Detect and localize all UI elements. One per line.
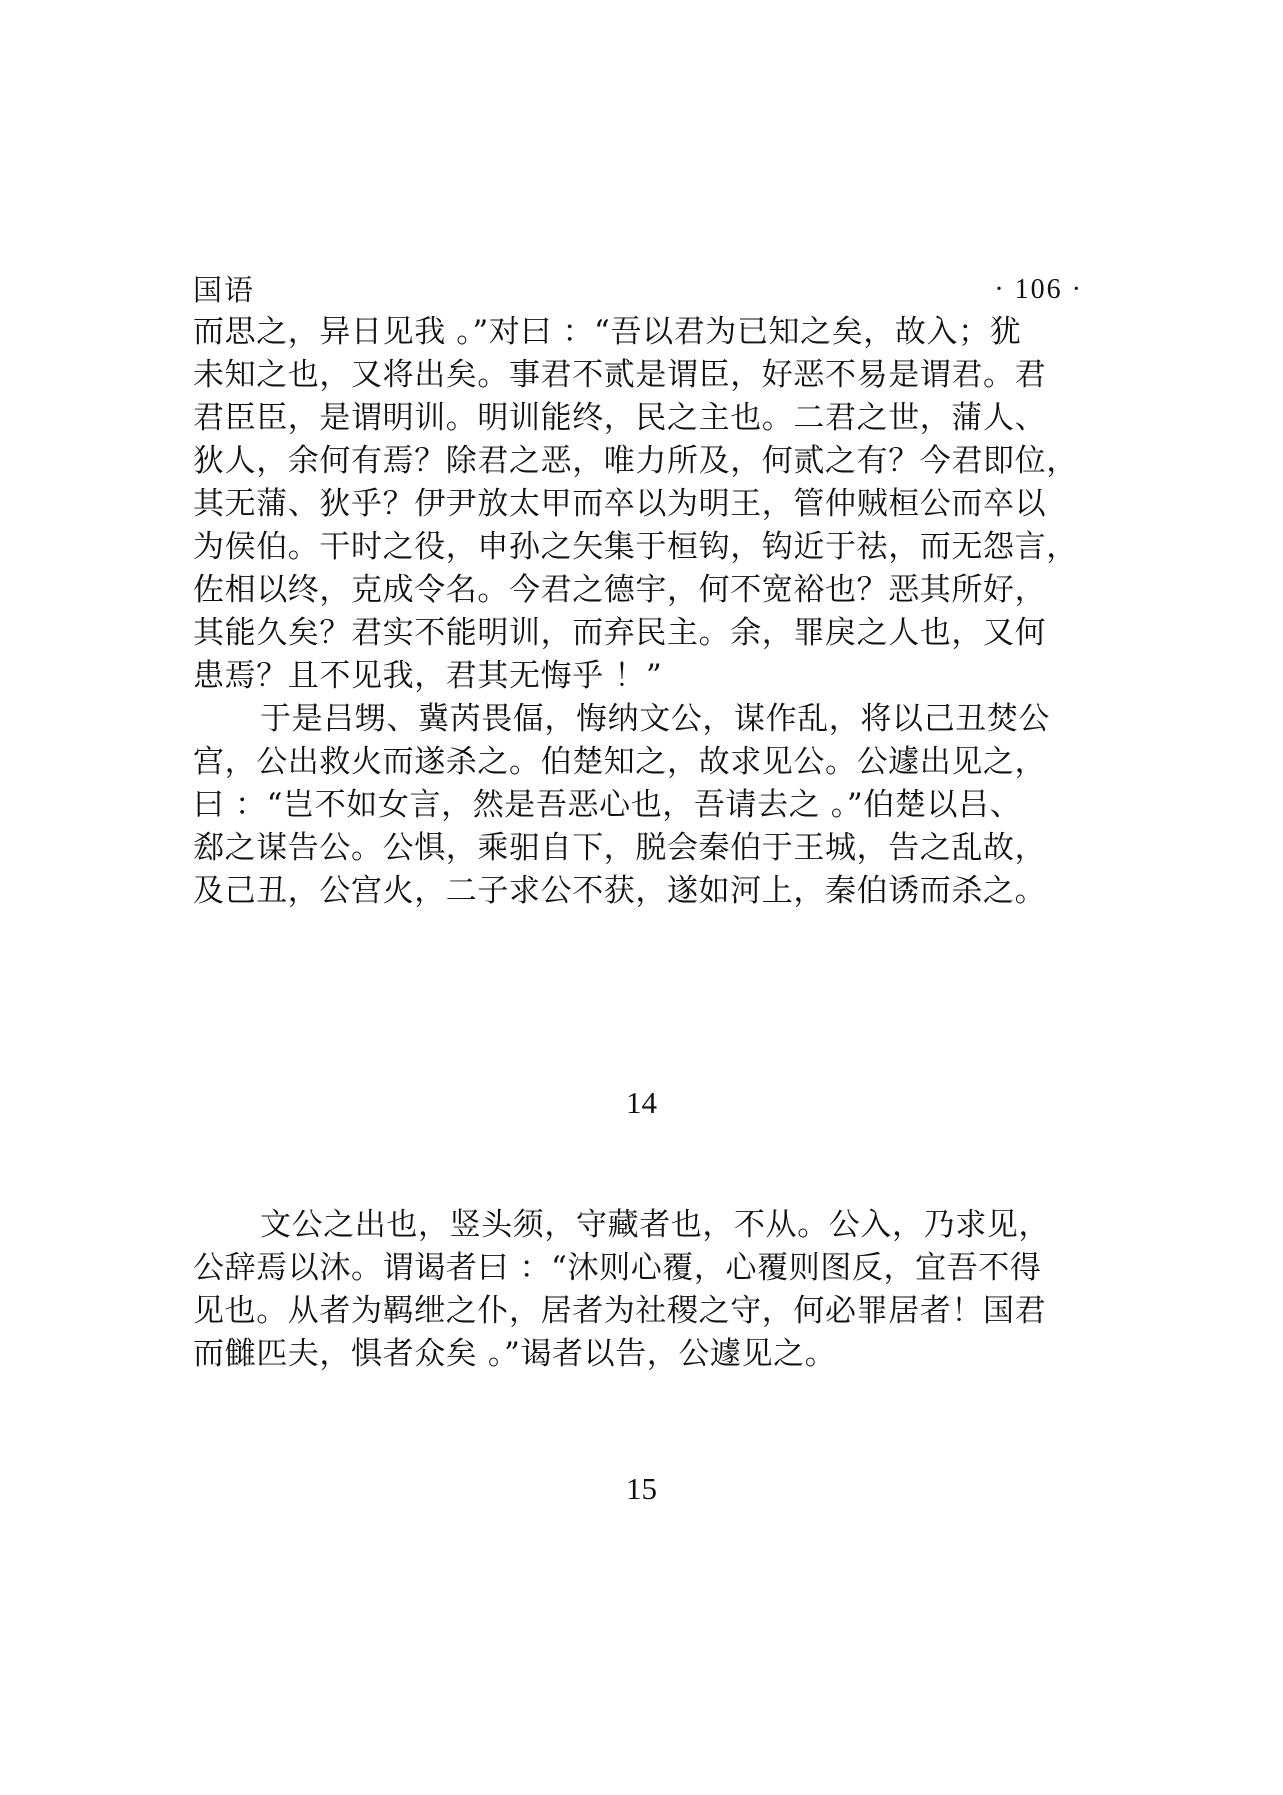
text-line: 患焉？且不见我，君其无悔乎 ！” xyxy=(193,658,663,694)
text-line: 君臣臣，是谓明训。明训能终，民之主也。二君之世，蒲人、 xyxy=(193,400,1047,436)
paragraph-start-line: 于是吕甥、冀芮畏偪，悔纳文公，谋作乱，将以己丑焚公 xyxy=(260,701,1050,737)
text-line: 见也。从者为羁绁之仆，居者为社稷之守，何必罪居者！国君 xyxy=(193,1293,1047,1329)
section-number-14: 14 xyxy=(626,1085,657,1120)
text-line: 宫，公出救火而遂杀之。伯楚知之，故求见公。公遽出见之， xyxy=(193,744,1047,780)
text-line: 而思之，异日见我 。”对曰 ：“吾以君为已知之矣，故入；犹 xyxy=(193,314,1022,350)
text-line: 狄人，余何有焉？除君之恶，唯力所及，何贰之有？今君即位， xyxy=(193,443,1078,479)
text-line: 公辞焉以沐。谓谒者曰 ：“沐则心覆，心覆则图反，宜吾不得 xyxy=(193,1250,1042,1286)
paragraph-start-line: 文公之出也，竖头须，守藏者也，不从。公入，乃求见， xyxy=(260,1207,1050,1243)
text-line: 未知之也，又将出矣。事君不贰是谓臣，好恶不易是谓君。君 xyxy=(193,357,1047,393)
text-line: 佐相以终，克成令名。今君之德宇，何不宽裕也？恶其所好， xyxy=(193,572,1047,608)
text-line: 及己丑，公宫火，二子求公不获，遂如河上，秦伯诱而杀之。 xyxy=(193,873,1047,909)
page-number: · 106 · xyxy=(994,274,1083,305)
text-line: 而雠匹夫，惧者众矣 。”谒者以告，公遽见之。 xyxy=(193,1336,837,1372)
book-title: 国语 xyxy=(193,273,256,307)
section-number-15: 15 xyxy=(626,1471,657,1506)
text-line: 其能久矣？君实不能明训，而弃民主。余，罪戾之人也，又何 xyxy=(193,615,1047,651)
text-line: 郄之谋告公。公惧，乘驲自下，脱会秦伯于王城，告之乱故， xyxy=(193,830,1047,866)
text-line: 曰 ：“岂不如女言，然是吾恶心也，吾请去之 。”伯楚以吕、 xyxy=(193,787,1022,823)
text-line: 其无蒲、狄乎？伊尹放太甲而卒以为明王，管仲贼桓公而卒以 xyxy=(193,486,1047,522)
text-line: 为侯伯。干时之役，申孙之矢集于桓钩，钩近于祛，而无怨言， xyxy=(193,529,1078,565)
